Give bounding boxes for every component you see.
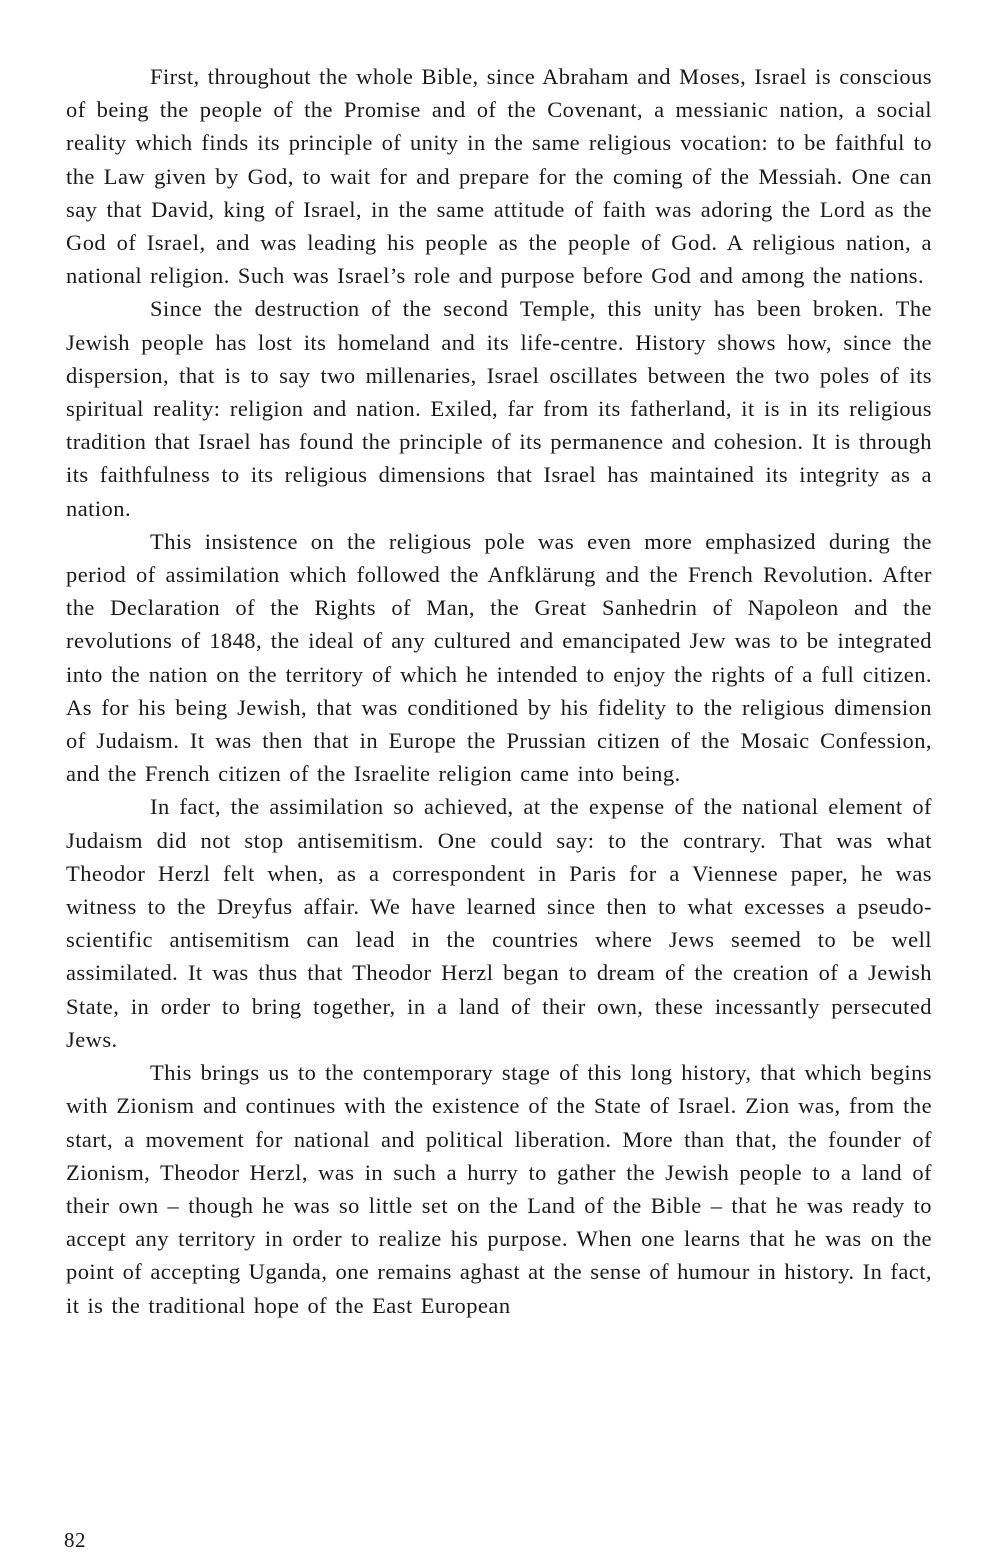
paragraph-2: Since the destruction of the second Temple, this unity has been broken. The Jewish people has lost its homeland and its life-centre. History shows how, since the dispersion, that is to say two millenaries, Israel oscillates between the two poles of its spiritual reality: religion and nation. Exiled, far from its fatherland, it is in its religious tradition that Israel has found the principle of its permanence and cohesion. It is through its faithfulness to its religious dimensions that Israel has maintained its integrity as a nation. <box>66 296 932 521</box>
body-text <box>66 60 932 1322</box>
page-number: 82 <box>64 1528 86 1552</box>
paragraph-5: This brings us to the contemporary stage of this long history, that which begins with Zionism and continues with the existence of the State of Israel. Zion was, from the start, a movement for national and political liberation. More than that, the founder of Zionism, Theodor Herzl, was in such a hurry to gather the Jewish people to a land of their own – though he was so little set on the Land of the Bible – that he was ready to accept any territory in order to realize his purpose. When one learns that he was on the point of accepting Uganda, one remains aghast at the sense of humour in history. In fact, it is the traditional hope of the East European <box>66 1060 932 1318</box>
paragraph-3: This insistence on the religious pole was even more emphasized during the period of assimilation which followed the Anfklärung and the French Revolution. After the Declaration of the Rights of Man, the Great Sanhedrin of Napoleon and the revolutions of 1848, the ideal of any cultured and emancipated Jew was to be integrated into the nation on the territory of which he intended to enjoy the rights of a full citizen. As for his being Jewish, that was conditioned by his fidelity to the religious dimension of Judaism. It was then that in Europe the Prussian citizen of the Mosaic Confession, and the French citizen of the Israelite religion came into being. <box>66 528 932 787</box>
paragraph-4: In fact, the assimilation so achieved, at the expense of the national element of Judaism did not stop antisemitism. One could say: to the contrary. That was what Theodor Herzl felt when, as a correspondent in Paris for a Viennese paper, he was witness to the Dreyfus affair. We have learned since then to what excesses a pseudo-scientific antisemitism can lead in the countries where Jews seemed to be well assimilated. It was thus that Theodor Herzl began to dream of the creation of a Jewish State, in order to bring together, in a land of their own, these incessantly persecuted Jews. <box>66 794 932 1052</box>
paragraph-1: First, throughout the whole Bible, since Abraham and Moses, Israel is conscious of being the people of the Promise and of the Covenant, a messianic nation, a social reality which finds its principle of unity in the same religious vocation: to be faithful to the Law given by God, to wait for and prepare for the coming of the Messiah. One can say that David, king of Israel, in the same attitude of faith was adoring the Lord as the God of Israel, and was leading his people as the people of God. A religious nation, a national religion. Such was Israel’s role and purpose before God and among the nations. <box>66 64 932 289</box>
